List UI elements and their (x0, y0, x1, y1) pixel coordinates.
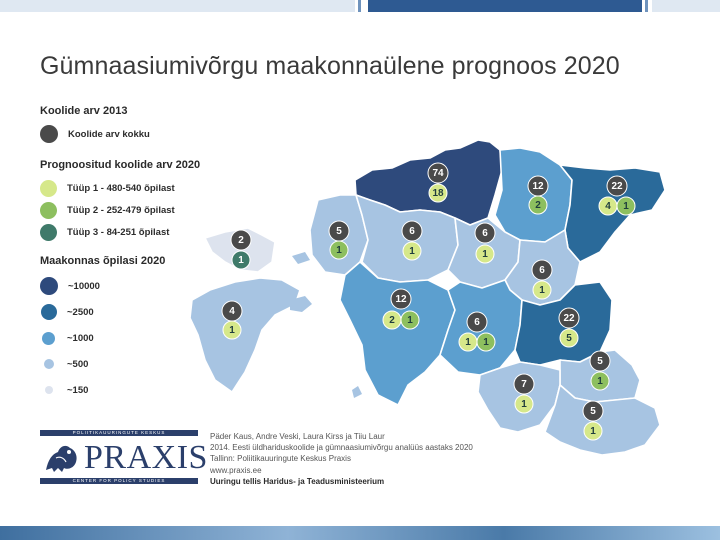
credits-publisher: Tallinn: Poliitikauuringute Keskus Praxis (210, 454, 351, 464)
legend-label-type3: Tüüp 3 - 84-251 õpilast (67, 226, 170, 238)
credits-commissioner: Uuringu tellis Haridus- ja Teadusministeerium (210, 476, 385, 486)
marker-type3-value-hiiu: 1 (238, 255, 244, 266)
marker-total-value-laane: 5 (336, 226, 342, 237)
marker-type2-value-laane: 1 (336, 245, 342, 256)
legend-swatch-total (40, 125, 58, 143)
marker-type1-value-harju: 18 (432, 188, 444, 199)
marker-total-value-valga: 7 (521, 379, 527, 390)
marker-total-value-jogeva: 6 (539, 265, 545, 276)
lion-emblem-icon (42, 440, 82, 476)
legend-item-type3 (40, 221, 210, 243)
marker-type2-value-laane-viru: 2 (535, 200, 541, 211)
legend-item-students-1000 (40, 325, 210, 351)
marker-type1-value-tartu: 5 (566, 333, 572, 344)
marker-type2-value-viljandi: 1 (483, 337, 489, 348)
praxis-wordmark: PRAXIS (84, 439, 208, 476)
credits-block (210, 431, 473, 487)
map-legend (40, 105, 210, 403)
bottom-decor-bar (0, 526, 720, 540)
legend-item-total (40, 123, 210, 145)
legend-swatch-150 (45, 386, 53, 394)
legend-label-500: ~500 (67, 358, 89, 370)
marker-total-value-laane-viru: 12 (532, 181, 544, 192)
marker-type2-value-ida-viru: 1 (623, 201, 629, 212)
legend-label-2500: ~2500 (67, 306, 94, 318)
legend-label-type2: Tüüp 2 - 252-479 õpilast (67, 204, 175, 216)
credits-authors: Päder Kaus, Andre Veski, Laura Kirss ja Tiiu Laur (210, 432, 385, 441)
praxis-top-bar: POLIITIKAUURINGUTE KESKUS (40, 430, 198, 436)
marker-type1-value-voru: 1 (590, 426, 596, 437)
marker-type1-value-rapla: 1 (409, 246, 415, 257)
legend-swatch-10000 (40, 277, 58, 295)
marker-total-value-tartu: 22 (563, 313, 575, 324)
legend-item-type2 (40, 199, 210, 221)
marker-total-value-rapla: 6 (409, 226, 415, 237)
legend-swatch-1000 (42, 332, 55, 345)
marker-type1-value-parnu: 2 (389, 315, 395, 326)
marker-total-value-viljandi: 6 (474, 317, 480, 328)
legend-item-students-500 (40, 351, 210, 377)
marker-type2-value-polva: 1 (597, 376, 603, 387)
legend-label-150: ~150 (67, 384, 89, 396)
legend-item-students-150 (40, 377, 210, 403)
legend-heading-schools-2013: Koolide arv 2013 (40, 105, 128, 117)
legend-swatch-type2 (40, 202, 57, 219)
page-title: Gümnaasiumivõrgu maakonnaülene prognoos 2020 (40, 52, 620, 80)
marker-total-value-jarva: 6 (482, 228, 488, 239)
legend-item-students-10000 (40, 273, 210, 299)
marker-type1-value-jogeva: 1 (539, 285, 545, 296)
legend-label-total: Koolide arv kokku (68, 128, 150, 140)
marker-type1-value-ida-viru: 4 (605, 201, 611, 212)
legend-heading-students-2020: Maakonnas õpilasi 2020 (40, 255, 166, 267)
marker-total-value-hiiu: 2 (238, 235, 244, 246)
marker-type1-value-viljandi: 1 (465, 337, 471, 348)
marker-type1-value-jarva: 1 (482, 249, 488, 260)
county-parnu (340, 262, 455, 405)
marker-total-value-harju: 74 (432, 168, 444, 179)
legend-label-type1: Tüüp 1 - 480-540 õpilast (67, 182, 175, 194)
legend-swatch-500 (44, 359, 54, 369)
legend-label-10000: ~10000 (68, 280, 100, 292)
legend-item-type1 (40, 177, 210, 199)
marker-total-value-voru: 5 (590, 406, 596, 417)
marker-total-value-polva: 5 (597, 356, 603, 367)
marker-type1-value-saare: 1 (229, 325, 235, 336)
island-vormsi (292, 252, 310, 264)
legend-label-1000: ~1000 (67, 332, 94, 344)
legend-swatch-type3 (40, 224, 57, 241)
legend-heading-forecast-2020: Prognoositud koolide arv 2020 (40, 159, 201, 171)
praxis-bottom-bar: CENTER FOR POLICY STUDIES (40, 478, 198, 484)
marker-type2-value-parnu: 1 (407, 315, 413, 326)
legend-item-students-2500 (40, 299, 210, 325)
legend-swatch-2500 (41, 304, 57, 320)
marker-total-value-saare: 4 (229, 306, 235, 317)
island-kihnu (352, 386, 362, 398)
marker-total-value-ida-viru: 22 (611, 181, 623, 192)
praxis-logo (40, 430, 208, 486)
marker-type1-value-valga: 1 (521, 399, 527, 410)
credits-study: 2014. Eesti üldhariduskoolide ja gümnaasiumivõrgu analüüs aastaks 2020 (210, 443, 473, 453)
marker-total-value-parnu: 12 (395, 294, 407, 305)
legend-swatch-type1 (40, 180, 57, 197)
credits-website: www.praxis.ee (210, 465, 262, 475)
